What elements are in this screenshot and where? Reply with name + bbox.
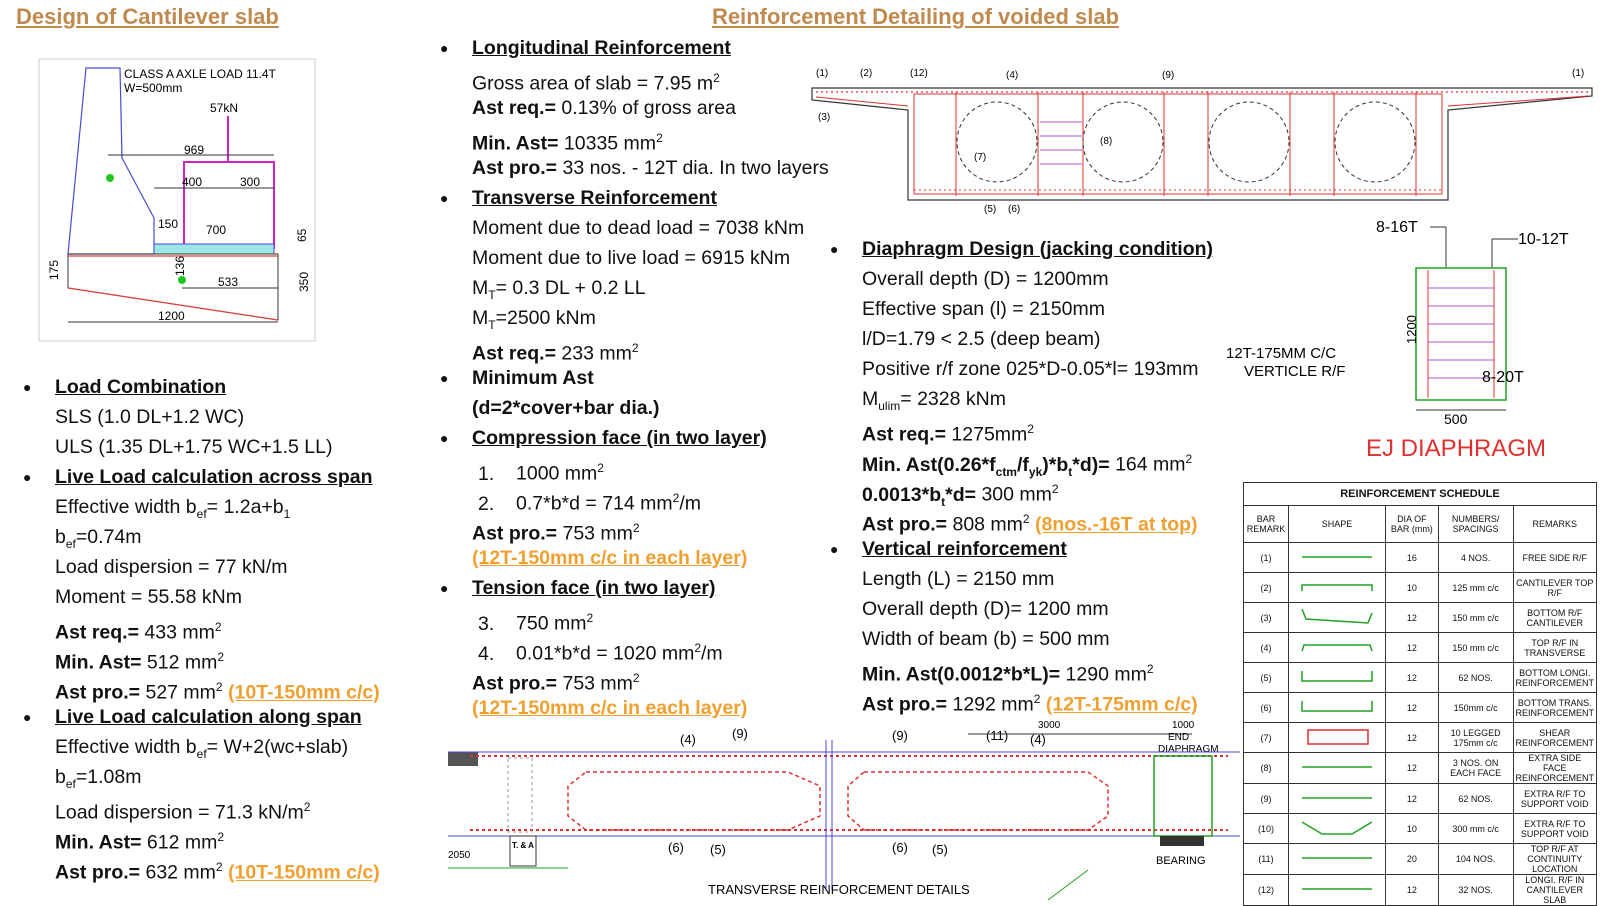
bar-spacing: 104 NOS. [1438, 844, 1513, 875]
svg-text:1000: 1000 [1172, 720, 1195, 731]
svg-text:10-12T: 10-12T [1518, 231, 1569, 248]
svg-text:END: END [1168, 732, 1190, 743]
svg-text:(5): (5) [710, 842, 726, 857]
svg-text:(9): (9) [732, 726, 748, 741]
along-span-heading: ● Live Load calculation along span [55, 702, 380, 732]
svg-text:12T-175MM C/C: 12T-175MM C/C [1226, 345, 1337, 362]
bar-dia: 12 [1385, 723, 1438, 753]
bef-across: $b_{ef}=0.74m$ [55, 526, 142, 551]
bar-remarks: LONGI. R/F IN CANTILEVER SLAB [1513, 875, 1597, 906]
bar-spacing: 150 mm c/c [1438, 603, 1513, 633]
svg-text:(11): (11) [986, 728, 1009, 743]
bar-remarks: EXTRA R/F TO SUPPORT VOID [1513, 784, 1597, 814]
right-calc [862, 234, 1213, 714]
svg-text:(9): (9) [892, 728, 908, 743]
table-row [1244, 723, 1597, 753]
svg-text:969: 969 [184, 143, 205, 157]
svg-text:(4): (4) [680, 732, 696, 747]
longitudinal-heading: ● Longitudinal Reinforcement [472, 33, 829, 63]
ej-diaphragm-figure [1226, 219, 1598, 470]
minimum-ast-sub: (d=2*cover+bar dia.) [472, 397, 660, 419]
bar-remarks: CANTILEVER TOP R/F [1513, 573, 1597, 603]
ast-pro-comp: Ast pro.= 753 $mm^2$ [472, 521, 640, 545]
l-over-d: l/D=1.79 < 2.5 (deep beam) [862, 328, 1101, 350]
table-row [1244, 633, 1597, 663]
table-row [1244, 543, 1597, 573]
col-shape: SHAPE [1288, 506, 1385, 543]
bar-dia: 12 [1385, 603, 1438, 633]
svg-text:57kN: 57kN [210, 101, 239, 115]
svg-text:(1): (1) [816, 68, 829, 79]
bar-shape-sketch [1292, 547, 1382, 567]
bef-along: $b_{ef}=1.08m$ [55, 766, 142, 791]
table-row [1244, 784, 1597, 814]
table-row [1244, 844, 1597, 875]
ast-0013: $0.0013*b_t*d= 300$ $mm^2$ [862, 482, 1059, 509]
ast-req-left: Ast req.= 433 $mm^2$ [55, 620, 222, 644]
bar-spacing: 4 NOS. [1438, 543, 1513, 573]
bar-dia: 10 [1385, 814, 1438, 844]
svg-text:2050: 2050 [448, 850, 471, 861]
svg-text:DIAPHRAGM: DIAPHRAGM [1158, 744, 1219, 755]
svg-text:350: 350 [297, 271, 311, 292]
svg-text:T. & A: T. & A [512, 841, 534, 850]
svg-text:EJ DIAPHRAGM: EJ DIAPHRAGM [1366, 435, 1547, 462]
comp-provided: (12T-150mm c/c in each layer) [472, 547, 748, 569]
gross-area: Gross area of slab = 7.95 $m^2$ [472, 71, 720, 95]
uls-text: ULS (1.35 DL+1.75 WC+1.5 LL) [55, 436, 333, 458]
bar-mark: (11) [1244, 844, 1289, 875]
ast-pro-left: Ast pro.= 527 $mm^2$ (10T-150mm c/c) [55, 680, 380, 704]
bar-shape [1288, 723, 1385, 753]
bar-mark: (1) [1244, 543, 1289, 573]
bar-remarks: SHEAR REINFORCEMENT [1513, 723, 1597, 753]
table-row [1244, 603, 1597, 633]
comp-item-1: 1. 1000 $mm^2$ [478, 461, 604, 485]
svg-text:(12): (12) [910, 68, 928, 79]
reinforcement-schedule-table [1243, 482, 1597, 906]
width-beam: Width of beam (b) = 500 mm [862, 628, 1110, 650]
svg-text:VERTICLE R/F: VERTICLE R/F [1244, 363, 1346, 380]
table-row [1244, 753, 1597, 784]
bar-remarks: BOTTOM R/F CANTILEVER [1513, 603, 1597, 633]
voided-slab-section [808, 64, 1598, 222]
svg-text:(3): (3) [818, 112, 831, 123]
bar-shape-sketch [1292, 848, 1382, 868]
mt-formula: $M_T= 0.3$ DL + 0.2 LL [472, 277, 646, 302]
bar-mark: (2) [1244, 573, 1289, 603]
ast-req-trans: Ast req.= 233 $mm^2$ [472, 341, 639, 365]
bar-spacing: 32 NOS. [1438, 875, 1513, 906]
col-num: NUMBERS/ SPACINGS [1438, 506, 1513, 543]
svg-text:(5): (5) [932, 842, 948, 857]
bar-mark: (5) [1244, 663, 1289, 693]
vertical-heading: ● Vertical reinforcement [862, 534, 1213, 564]
transverse-detail-drawing [448, 720, 1240, 900]
bar-shape-sketch [1292, 607, 1382, 627]
bar-dia: 10 [1385, 573, 1438, 603]
bar-shape [1288, 603, 1385, 633]
ast-pro-along: Ast pro.= 632 $mm^2$ (10T-150mm c/c) [55, 860, 380, 884]
svg-text:8-16T: 8-16T [1376, 219, 1418, 236]
ast-req-long: Ast req.= 0.13% of gross area [472, 97, 736, 119]
svg-text:(6): (6) [668, 840, 684, 855]
bar-spacing: 125 mm c/c [1438, 573, 1513, 603]
svg-text:8-20T: 8-20T [1482, 369, 1524, 386]
bar-dia: 12 [1385, 633, 1438, 663]
bar-spacing: 150mm c/c [1438, 693, 1513, 723]
bar-mark: (3) [1244, 603, 1289, 633]
svg-text:500: 500 [1444, 411, 1468, 427]
table-row [1244, 814, 1597, 844]
svg-text:175: 175 [47, 259, 61, 280]
bar-mark: (10) [1244, 814, 1289, 844]
left-calc [55, 372, 380, 882]
svg-text:400: 400 [182, 175, 203, 189]
bar-mark: (9) [1244, 784, 1289, 814]
svg-text:(1): (1) [1572, 68, 1585, 79]
ten-provided: (12T-150mm c/c in each layer) [472, 697, 748, 719]
tension-heading: ● Tension face (in two layer) [472, 573, 829, 603]
col-bar: BAR REMARK [1244, 506, 1289, 543]
comp-item-2: 2. 0.7*b*d = 714 $mm^2/m$ [478, 491, 701, 515]
bar-shape-sketch [1292, 757, 1382, 777]
bar-spacing: 150 mm c/c [1438, 633, 1513, 663]
ast-req-dia: Ast $req.= 1275mm^2$ [862, 422, 1034, 446]
svg-text:W=500mm: W=500mm [124, 81, 183, 95]
min-ast-long: Min. Ast= 10335 $mm^2$ [472, 131, 663, 155]
bar-shape [1288, 573, 1385, 603]
ast-pro-vert: Ast pro.= 1292 $mm^2$ (12T-175mm c/c) [862, 692, 1198, 716]
svg-text:3000: 3000 [1038, 720, 1061, 731]
bar-shape-sketch [1292, 788, 1382, 808]
bar-mark: (7) [1244, 723, 1289, 753]
bar-shape [1288, 753, 1385, 784]
svg-text:(6): (6) [892, 840, 908, 855]
bar-shape-sketch [1292, 667, 1382, 687]
svg-text:CLASS A AXLE LOAD 11.4T: CLASS A AXLE LOAD 11.4T [124, 67, 276, 81]
bar-spacing: 3 NOS. ON EACH FACE [1438, 753, 1513, 784]
bar-shape-sketch [1292, 637, 1382, 657]
moment-text: Moment = 55.58 kNm [55, 586, 242, 608]
table-row [1244, 573, 1597, 603]
bar-remarks: EXTRA R/F TO SUPPORT VOID [1513, 814, 1597, 844]
bar-shape-sketch [1292, 697, 1382, 717]
cantilever-title: Design of Cantilever slab [16, 4, 279, 29]
transverse-heading: ● Transverse Reinforcement [472, 183, 829, 213]
load-dispersion-along: Load dispersion = 71.3 $kN/m^2$ [55, 800, 311, 824]
bar-spacing: 10 LEGGED 175mm c/c [1438, 723, 1513, 753]
svg-text:136: 136 [173, 255, 187, 276]
effective-span: Effective span (l) = 2150mm [862, 298, 1105, 320]
ast-pro-long: Ast pro.= 33 nos. - 12T dia. In two layers [472, 157, 829, 179]
ten-item-4: 4. 0.01*b*d = 1020 $mm^2/m$ [478, 641, 723, 665]
svg-text:300: 300 [240, 175, 261, 189]
bar-remarks: BOTTOM TRANS. REINFORCEMENT [1513, 693, 1597, 723]
min-ast-left: Min. Ast= 512 $mm^2$ [55, 650, 225, 674]
across-span-heading: ● Live Load calculation across span [55, 462, 380, 492]
bar-dia: 12 [1385, 663, 1438, 693]
min-ast-along: Min. Ast= 612 $mm^2$ [55, 830, 225, 854]
svg-text:BEARING: BEARING [1156, 855, 1206, 867]
bar-dia: 20 [1385, 844, 1438, 875]
svg-text:(2): (2) [860, 68, 873, 79]
svg-text:1200: 1200 [158, 309, 185, 323]
bar-dia: 16 [1385, 543, 1438, 573]
eff-width-across: Effective width $b_{ef}= 1.2a+b_1$ [55, 496, 291, 521]
bar-dia: 12 [1385, 693, 1438, 723]
schedule-caption: REINFORCEMENT SCHEDULE [1244, 483, 1597, 506]
length-l: Length (L) = 2150 mm [862, 568, 1055, 590]
bar-shape [1288, 875, 1385, 906]
svg-text:(6): (6) [1008, 204, 1021, 215]
svg-text:700: 700 [206, 223, 227, 237]
svg-text:1200: 1200 [1404, 315, 1419, 344]
bar-remarks: EXTRA SIDE FACE REINFORCEMENT [1513, 753, 1597, 784]
moment-live: Moment due to live load = 6915 kNm [472, 247, 791, 269]
svg-text:(4): (4) [1006, 70, 1019, 81]
bar-mark: (4) [1244, 633, 1289, 663]
table-row [1244, 693, 1597, 723]
svg-text:150: 150 [158, 217, 179, 231]
overall-depth: Overall depth (D) = 1200mm [862, 268, 1109, 290]
mulim: $M_{ulim}= 2328$ kNm [862, 388, 1006, 413]
bar-remarks: TOP R/F IN TRANSVERSE [1513, 633, 1597, 663]
moment-dead: Moment due to dead load = 7038 kNm [472, 217, 805, 239]
bar-spacing: 300 mm c/c [1438, 814, 1513, 844]
svg-text:(8): (8) [1100, 136, 1113, 147]
compression-heading: ● Compression face (in two layer) [472, 423, 829, 453]
bar-spacing: 62 NOS. [1438, 663, 1513, 693]
bar-mark: (8) [1244, 753, 1289, 784]
bar-shape [1288, 633, 1385, 663]
svg-text:(4): (4) [1030, 732, 1046, 747]
bar-mark: (6) [1244, 693, 1289, 723]
table-row [1244, 663, 1597, 693]
eff-width-along: Effective width $b_{ef}=$ W+2(wc+slab) [55, 736, 349, 761]
svg-text:(7): (7) [974, 152, 987, 163]
bar-dia: 12 [1385, 753, 1438, 784]
table-row [1244, 875, 1597, 906]
bar-shape-sketch [1292, 577, 1382, 597]
bar-shape [1288, 663, 1385, 693]
svg-text:533: 533 [218, 275, 239, 289]
bar-remarks: BOTTOM LONGI. REINFORCEMENT [1513, 663, 1597, 693]
bar-shape [1288, 844, 1385, 875]
bar-remarks: TOP R/F AT CONTINUITY LOCATION [1513, 844, 1597, 875]
bar-dia: 12 [1385, 784, 1438, 814]
load-combination-heading: ● Load Combination [55, 372, 380, 402]
bar-shape [1288, 543, 1385, 573]
ast-pro-ten: Ast pro.= 753 $mm^2$ [472, 671, 640, 695]
bar-shape [1288, 693, 1385, 723]
min-ast-vert: Min. Ast(0.0012*b*L)= 1290 $mm^2$ [862, 662, 1154, 686]
diaphragm-heading: ● Diaphragm Design (jacking condition) [862, 234, 1213, 264]
bar-shape [1288, 814, 1385, 844]
minimum-ast-heading: ● Minimum Ast [472, 363, 829, 393]
svg-text:(5): (5) [984, 204, 997, 215]
sls-text: SLS (1.0 DL+1.2 WC) [55, 406, 245, 428]
load-dispersion-across: Load dispersion = 77 kN/m [55, 556, 288, 578]
cantilever-figure [38, 58, 316, 342]
col-remarks: REMARKS [1513, 506, 1597, 543]
min-ast-dia: Min. $Ast(0.26*f_{ctm}/f_{yk})*b_t*d)= 164$ $mm^2$ [862, 452, 1193, 479]
bar-mark: (12) [1244, 875, 1289, 906]
bar-spacing: 62 NOS. [1438, 784, 1513, 814]
col-dia: DIA OF BAR (mm) [1385, 506, 1438, 543]
bar-shape [1288, 784, 1385, 814]
svg-text:TRANSVERSE REINFORCEMENT DETAI: TRANSVERSE REINFORCEMENT DETAILS [708, 882, 970, 897]
bar-shape-sketch [1292, 818, 1382, 838]
positive-zone: Positive r/f zone 025*D-0.05*l= 193mm [862, 358, 1199, 380]
overall-depth-2: Overall depth (D)= 1200 mm [862, 598, 1109, 620]
bar-dia: 12 [1385, 875, 1438, 906]
bar-shape-sketch [1292, 727, 1382, 747]
mt-value: $M_T=2500$ kNm [472, 307, 596, 332]
ten-item-3: 3. 750 $mm^2$ [478, 611, 594, 635]
detailing-title: Reinforcement Detailing of voided slab [712, 4, 1120, 29]
svg-text:(9): (9) [1162, 70, 1175, 81]
svg-text:65: 65 [295, 228, 309, 242]
bar-shape-sketch [1292, 879, 1382, 899]
middle-calc [472, 33, 829, 723]
bar-remarks: FREE SIDE R/F [1513, 543, 1597, 573]
ast-pro-dia: Ast pro.= 808 $mm^2$ (8nos.-16T at top) [862, 512, 1198, 536]
